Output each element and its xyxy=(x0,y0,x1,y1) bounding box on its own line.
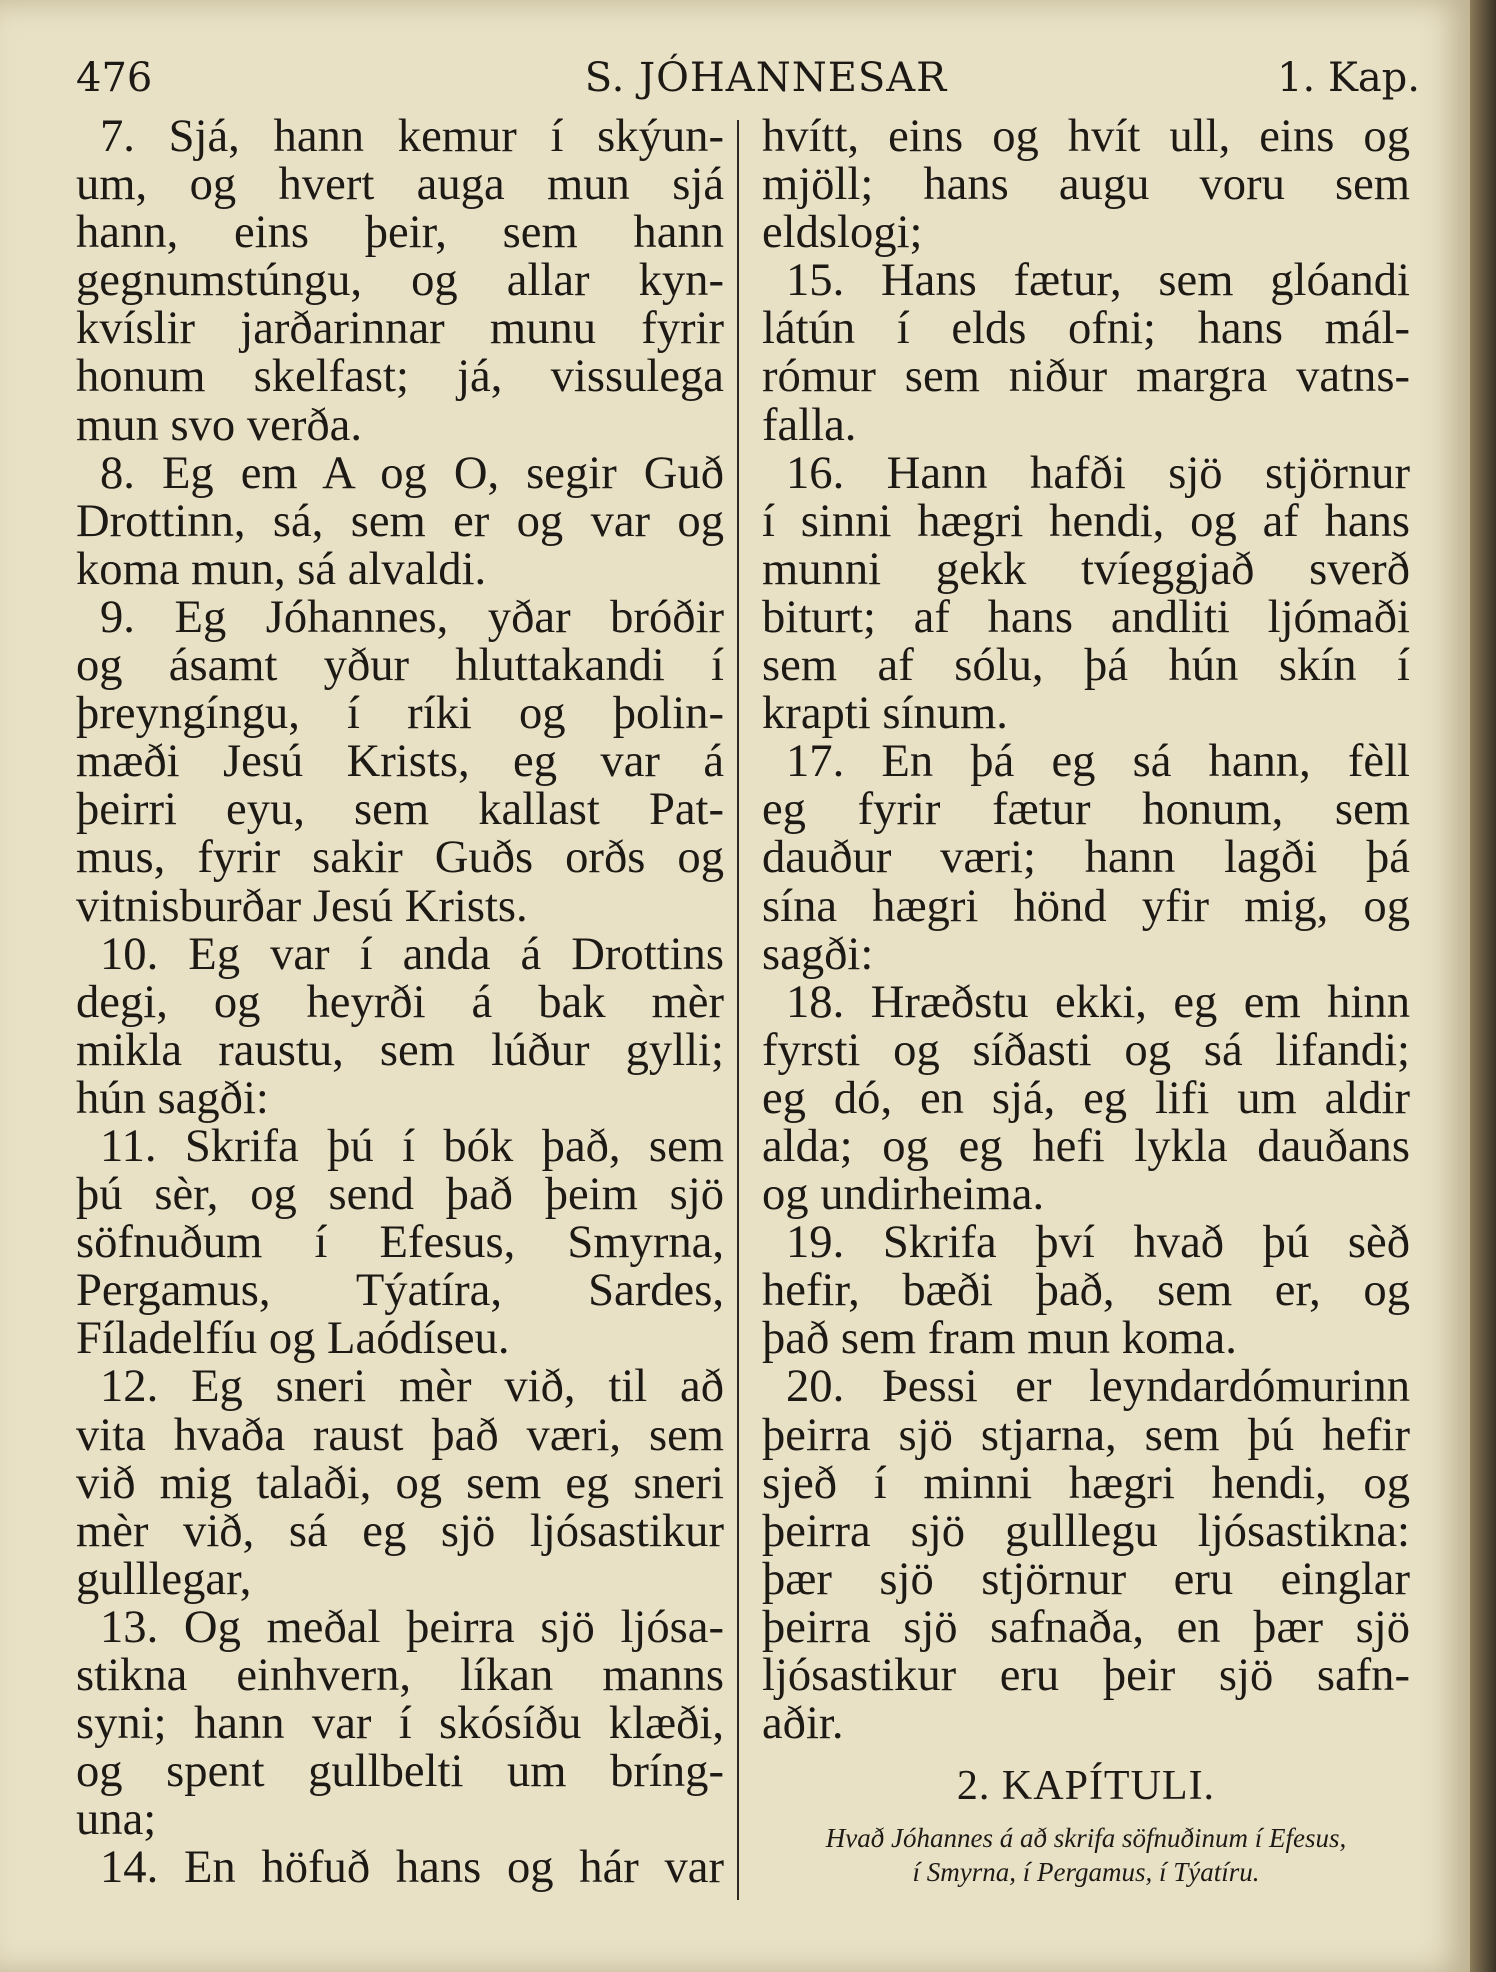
text-line: 11. Skrifa þú í bók það, sem xyxy=(100,1119,724,1172)
next-page-edge xyxy=(1470,0,1496,1972)
text-line: Fíladelfíu og Laódíseu. xyxy=(76,1312,510,1365)
page-number: 476 xyxy=(76,55,153,101)
text-line: sagði: xyxy=(762,927,874,980)
text-line: 19. Skrifa því hvað þú sèð xyxy=(786,1216,1410,1269)
text-line: 10. Eg var í anda á Drottins xyxy=(100,927,724,980)
text-line: þær sjö stjörnur eru einglar xyxy=(762,1552,1410,1605)
text-line: aðir. xyxy=(762,1697,844,1750)
text-line: og spent gullbelti um bríng- xyxy=(76,1745,724,1798)
column-divider xyxy=(737,120,739,1900)
text-line: við mig talaði, og sem eg sneri xyxy=(76,1456,724,1509)
text-line: sína hægri hönd yfir mig, og xyxy=(762,879,1410,932)
text-line: vita hvaða raust það væri, sem xyxy=(76,1408,724,1461)
text-line: hún sagði: xyxy=(76,1071,269,1124)
book-title: S. JÓHANNESAR xyxy=(584,55,948,101)
text-line: þeirra sjö safnaða, en þær sjö xyxy=(762,1600,1410,1653)
text-line: eg fyrir fætur honum, sem xyxy=(762,783,1410,836)
text-line: mèr við, sá eg sjö ljósastikur xyxy=(76,1504,724,1557)
text-line: 16. Hann hafði sjö stjörnur xyxy=(786,446,1410,499)
running-header xyxy=(76,48,1420,108)
left-column xyxy=(76,110,724,1894)
text-line: 20. Þessi er leyndardómurinn xyxy=(786,1360,1410,1413)
text-line: alda; og eg hefi lykla dauðans xyxy=(762,1119,1410,1172)
text-line: vitnisburðar Jesú Krists. xyxy=(76,879,528,932)
text-line: og ásamt yður hluttakandi í xyxy=(76,639,724,692)
text-line: og undirheima. xyxy=(762,1168,1045,1221)
text-line: 17. En þá eg sá hann, fèll xyxy=(786,735,1410,788)
text-line: mun svo verða. xyxy=(76,398,362,451)
text-line: sem af sólu, þá hún skín í xyxy=(762,639,1410,692)
text-line: stikna einhvern, líkan manns xyxy=(76,1649,724,1701)
text-line: það sem fram mun koma. xyxy=(762,1312,1237,1365)
text-line: 13. Og meðal þeirra sjö ljósa- xyxy=(100,1600,724,1653)
right-column xyxy=(762,112,1410,1889)
text-line: þeirri eyu, sem kallast Pat- xyxy=(76,783,724,836)
text-line: eg dó, en sjá, eg lifi um aldir xyxy=(762,1071,1410,1124)
text-line: 15. Hans fætur, sem glóandi xyxy=(786,254,1410,307)
text-line: munni gekk tvíeggjað sverð xyxy=(762,542,1410,595)
text-line: mikla raustu, sem lúður gylli; xyxy=(76,1023,724,1076)
text-line: mus, fyrir sakir Guðs orðs og xyxy=(76,831,724,884)
chapter-summary-line: í Smyrna, í Pergamus, í Týatíru. xyxy=(912,1857,1260,1888)
text-line: krapti sínum. xyxy=(762,687,1008,740)
text-line: ljósastikur eru þeir sjö safn- xyxy=(762,1649,1410,1701)
text-line: fyrsti og síðasti og sá lifandi; xyxy=(762,1023,1410,1076)
text-line: una; xyxy=(76,1793,157,1846)
text-line: gegnumstúngu, og allar kyn- xyxy=(76,254,724,307)
text-line: þú sèr, og send það þeim sjö xyxy=(76,1168,724,1221)
text-line: 18. Hræðstu ekki, eg em hinn xyxy=(786,975,1410,1028)
text-line: rómur sem niður margra vatns- xyxy=(762,350,1410,403)
text-line: 14. En höfuð hans og hár var xyxy=(100,1841,724,1894)
text-line: hefir, bæði það, sem er, og xyxy=(762,1264,1410,1317)
text-line: mæði Jesú Krists, eg var á xyxy=(76,735,724,788)
text-line: kvíslir jarðarinnar munu fyrir xyxy=(76,302,724,355)
text-line: hann, eins þeir, sem hann xyxy=(76,206,724,259)
text-line: þeirra sjö gulllegu ljósastikna: xyxy=(762,1504,1410,1557)
text-line: 12. Eg sneri mèr við, til að xyxy=(100,1360,724,1413)
text-line: þeirra sjö stjarna, sem þú hefir xyxy=(762,1408,1410,1461)
chapter-summary-line: Hvað Jóhannes á að skrifa söfnuðinum í Efesus, xyxy=(825,1823,1347,1854)
text-line: gulllegar, xyxy=(76,1552,252,1605)
chapter-label: 1. Kap. xyxy=(1277,55,1420,101)
text-line: Pergamus, Týatíra, Sardes, xyxy=(76,1264,724,1317)
text-line: biturt; af hans andliti ljómaði xyxy=(762,590,1410,643)
text-line: koma mun, sá alvaldi. xyxy=(76,542,487,595)
text-line: þreyngíngu, í ríki og þolin- xyxy=(76,687,724,740)
text-line: Drottinn, sá, sem er og var og xyxy=(76,494,724,547)
text-line: söfnuðum í Efesus, Smyrna, xyxy=(76,1216,724,1269)
text-line: falla. xyxy=(762,398,857,451)
text-line: degi, og heyrði á bak mèr xyxy=(76,975,724,1028)
text-line: um, og hvert auga mun sjá xyxy=(76,158,724,211)
text-line: í sinni hægri hendi, og af hans xyxy=(762,494,1410,547)
text-line: hvítt, eins og hvít ull, eins og xyxy=(762,110,1410,162)
text-line: honum skelfast; já, vissulega xyxy=(76,350,724,403)
chapter-heading: 2. KAPÍTULI. xyxy=(956,1763,1216,1810)
text-line: syni; hann var í skósíðu klæði, xyxy=(76,1697,724,1750)
text-line: 9. Eg Jóhannes, yðar bróðir xyxy=(100,590,724,643)
text-line: mjöll; hans augu voru sem xyxy=(762,158,1410,211)
text-line: 7. Sjá, hann kemur í skýun- xyxy=(100,110,724,162)
text-line: eldslogi; xyxy=(762,206,923,259)
text-line: dauður væri; hann lagði þá xyxy=(762,831,1410,884)
text-line: látún í elds ofni; hans mál- xyxy=(762,302,1410,355)
text-line: 8. Eg em A og O, segir Guð xyxy=(100,446,724,499)
text-line: sjeð í minni hægri hendi, og xyxy=(762,1456,1410,1509)
